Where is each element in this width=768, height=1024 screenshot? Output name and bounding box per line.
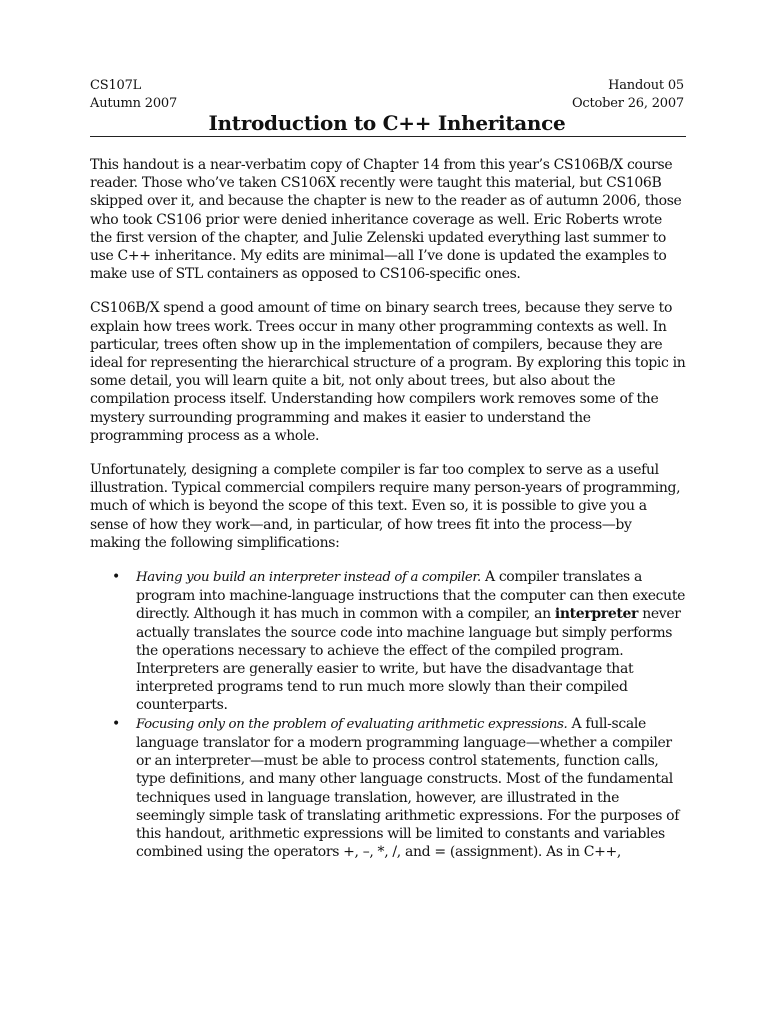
document-body: [90, 156, 686, 861]
bullet-text: A compiler translates a program into machine-language instructions that the computer can then execute directly. Although it has much in common with a compiler, an: [136, 569, 686, 623]
bullet-text: A full-scale language translator for a modern programming language—whether a compiler or an interpreter—must be able to process control statements, function calls, type definitions, and many other language constructs. Most of the fundamental techniques used in language translation, however, are illustrated in the seemingly simple task of translating arithmetic expressions. For the purposes of this handout, arithmetic expressions will be limited to constants and variables combined using the operators +, –, *, /, and = (assignment). As in C++,: [136, 715, 680, 861]
bullet-lead: Focusing only on the problem of evaluating arithmetic expressions.: [136, 716, 568, 732]
paragraph-trees: CS106B/X spend a good amount of time on binary search trees, because they serve to explain how trees work. Trees occur in many other programming contexts as well. In particular, trees often show up in the implementation of compilers, because they are ideal for representing the hierarchical structure of a program. By exploring this topic in some detail, you will learn quite a bit, not only about trees, but also about the compilation process itself. Understanding how compilers work removes some of the mystery surrounding programming and makes it easier to understand the programming process as a whole.: [90, 300, 686, 444]
bullet-icon: •: [112, 715, 120, 732]
handout-number: Handout 05: [608, 78, 684, 93]
bullet-text-continued: never actually translates the source code into machine language but simply performs the operations necessary to achieve the effect of the compiled program. Interpreters are generally easier to write, but have the disadvantage that interpreted programs tend to run much more slowly than their compiled counterparts.: [136, 606, 681, 714]
handout-date: October 26, 2007: [571, 96, 684, 111]
paragraph-intro: This handout is a near-verbatim copy of Chapter 14 from this year’s CS106B/X course reader. Those who’ve taken CS106X recently were taught this material, but CS106B skipped over it, and because the chapter is new to the reader as of autumn 2006, those who took CS106 prior were denied inheritance coverage as well. Eric Roberts wrote the first version of the chapter, and Julie Zelenski updated everything last summer to use C++ inheritance. My edits are minimal—all I’ve done is updated the examples to make use of STL containers as opposed to CS106-specific ones.: [90, 157, 682, 283]
term: Autumn 2007: [90, 96, 178, 111]
bullet-lead: Having you build an interpreter instead of a compiler.: [136, 570, 481, 586]
simplification-list: [90, 568, 686, 861]
course-code: CS107L: [90, 78, 142, 93]
bullet-bold-term: interpreter: [554, 606, 639, 623]
title-rule: [90, 136, 686, 137]
list-item: [90, 568, 686, 715]
paragraph-simplifications: Unfortunately, designing a complete compiler is far too complex to serve as a useful illustration. Typical commercial compilers require many person-years of programming, much of which is beyond the scope of this text. Even so, it is possible to give you a sense of how they work—and, in particular, of how trees fit into the process—by making the following simplifications:: [90, 462, 681, 551]
bullet-icon: •: [112, 569, 120, 586]
list-item: [90, 715, 686, 862]
page-title: Introduction to C++ Inheritance: [208, 111, 566, 135]
